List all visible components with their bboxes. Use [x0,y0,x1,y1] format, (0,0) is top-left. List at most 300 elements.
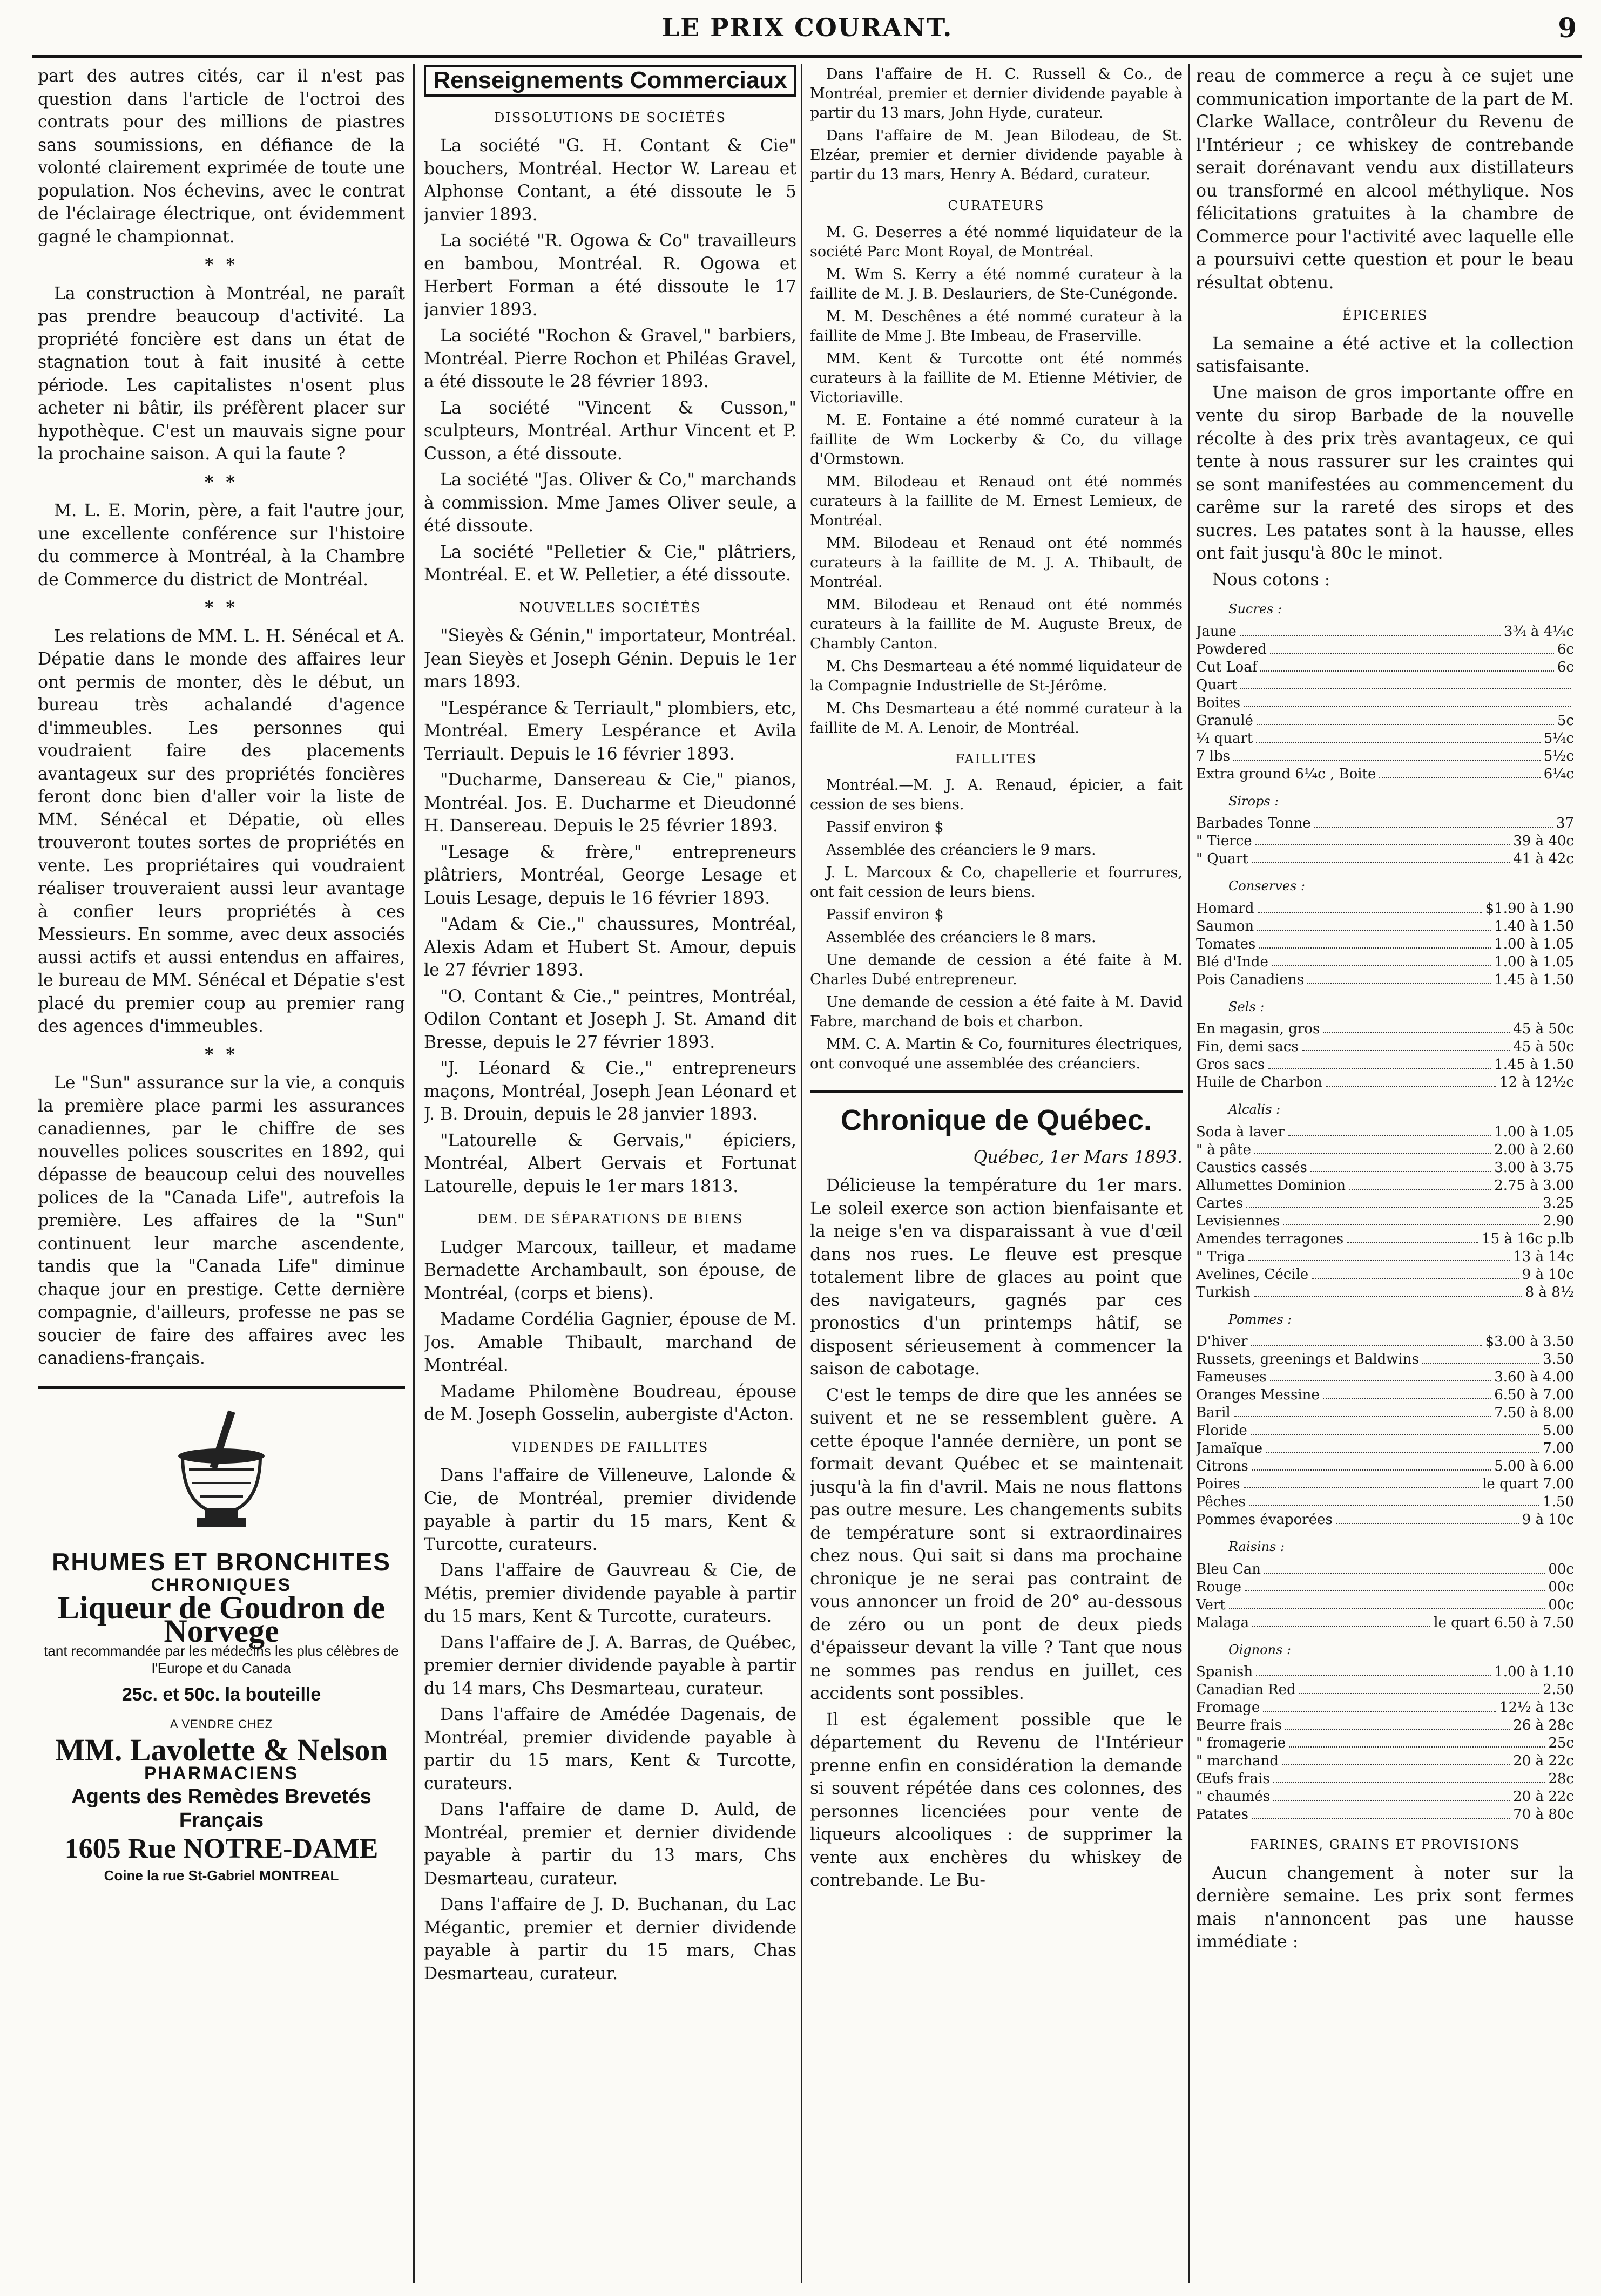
price-row [1196,730,1574,748]
price-row [1196,850,1574,868]
dot-leader [1258,900,1482,913]
page-number: 9 [1558,12,1577,44]
paragraph: Le "Sun" assurance sur la vie, a conquis la première place parmi les assurances canadiennes, par le chiffre de ses nouvelles polices souscrites en 1892, qui dépasse de beaucoup celui des nouvelles polices de la "Canada Life", autrefois la première. Les affaires de la "Sun" continuent leur marche ascendente, tandis que la "Canada Life" diminue chaque jour en prestige. Cette dernière compagnie, d'ailleurs, professe ne pas se soucier de faire des affaires avec les canadiens-français. [38,1073,405,1368]
notice: La société "Pelletier & Cie," plâtriers, Montréal. E. et W. Pelletier, a été dissoute. [424,542,796,585]
price-item-value: 5c [1557,712,1574,729]
price-item-name: Canadian Red [1196,1682,1296,1698]
price-item-value: le quart 7.00 [1482,1476,1574,1492]
column-1 [38,65,405,2284]
separator-stars: * * [205,598,238,618]
ad-sold-at: A VENDRE CHEZ [170,1717,273,1731]
section-heading: NOUVELLES SOCIÉTÉS [519,600,701,615]
masthead-title: LE PRIX COURANT. [661,13,953,42]
dot-leader [1252,850,1510,863]
price-item-name: Cut Loaf [1196,659,1258,675]
price-item-value: 3.25 [1543,1195,1574,1211]
price-row [1196,1248,1574,1266]
dot-leader [1252,1614,1430,1627]
section-heading: DISSOLUTIONS DE SOCIÉTÉS [494,110,726,125]
price-row [1196,1333,1574,1351]
price-item-value: 9 à 10c [1522,1266,1574,1283]
price-row [1196,1422,1574,1440]
price-item-value: 5½c [1543,748,1574,764]
price-row [1196,1074,1574,1092]
price-row [1196,1440,1574,1458]
price-category: Pommes : [1228,1311,1292,1327]
price-row [1196,1752,1574,1770]
dot-leader [1251,1333,1482,1346]
price-item-value: 6.50 à 7.00 [1494,1387,1574,1403]
price-row [1196,1123,1574,1141]
column-2 [424,65,796,2284]
dot-leader [1266,1440,1539,1453]
advertisement [38,1386,405,1887]
dot-leader [1347,1230,1478,1243]
price-row [1196,659,1574,676]
dot-leader [1256,1663,1491,1676]
price-item-name: Floride [1196,1423,1247,1439]
price-item-name: Turkish [1196,1284,1251,1301]
price-item-name: Malaga [1196,1614,1249,1631]
price-row [1196,1404,1574,1422]
price-item-name: Bleu Can [1196,1561,1261,1577]
price-item-value: 9 à 10c [1522,1512,1574,1528]
dot-leader [1254,1284,1522,1297]
section-heading: DEM. DE SÉPARATIONS DE BIENS [477,1211,744,1227]
dot-leader [1254,1141,1491,1154]
dot-leader [1349,1177,1491,1190]
price-item-name: Caustics cassés [1196,1159,1307,1176]
price-item-name: Huile de Charbon [1196,1074,1322,1091]
dot-leader [1244,694,1571,707]
notice: MM. Kent & Turcotte ont été nommés curateurs à la faillite de M. Etienne Métivier, de Victoriaville. [810,350,1183,406]
price-item-name: Blé d'Inde [1196,953,1268,970]
price-row [1196,1213,1574,1230]
price-item-value: 45 à 50c [1513,1039,1574,1055]
notice: La société "G. H. Contant & Cie" bouchers, Montréal. Hector W. Lareau et Alphonse Contant, a été dissoute le 5 janvier 1893. [424,136,796,225]
price-item-value: 13 à 14c [1513,1248,1574,1265]
price-item-value: 6c [1557,641,1574,658]
price-row [1196,1511,1574,1529]
notice: M. G. Deserres a été nommé liquidateur de la société Parc Mont Royal, de Montréal. [810,223,1183,260]
paragraph: C'est le temps de dire que les années se suivent et ne se ressemblent guère. A cette époque l'année dernière, un pont se formait devant Québec et se maintenait jusqu'à la fin d'avril. Mais ne nous flattons pas outre mesure. Les changements subits de température sont si extraordinaires chez nous. Qui sait si dans ma prochaine chronique je ne serai pas contraint de vous annoncer un froid de 20° au-dessous de zéro ou un pont de deux pieds d'épaisseur devant la ville ? Tant que nous ne sommes pas rendus en juillet, ces accidents sont possibles. [810,1385,1183,1703]
dateline: Québec, 1er Mars 1893. [973,1147,1183,1167]
price-item-name: Pois Canadiens [1196,971,1305,988]
dot-leader [1270,641,1554,654]
section-heading: VIDENDES DE FAILLITES [511,1439,709,1455]
price-item-value: 70 à 80c [1513,1806,1574,1823]
notice: La société "Vincent & Cusson," sculpteurs, Montréal. Arthur Vincent et P. Cusson, a été dissoute. [424,398,796,464]
price-row [1196,748,1574,766]
price-item-value: 8 à 8½ [1525,1284,1574,1301]
price-row [1196,1735,1574,1752]
notice: "O. Contant & Cie.," peintres, Montréal, Odilon Contant et Joseph J. St. Amand dit Bresse, depuis le 27 février 1893. [424,986,796,1052]
price-item-name: Homard [1196,900,1254,917]
price-row [1196,1038,1574,1056]
price-item-name: Amendes terragones [1196,1230,1344,1247]
dot-leader [1336,1511,1519,1524]
price-item-value: 15 à 16c p.lb [1482,1230,1574,1247]
price-item-value: 2.00 à 2.60 [1494,1141,1574,1158]
price-item-name: 7 lbs [1196,748,1231,764]
price-item-value: 1.00 à 1.05 [1494,936,1574,952]
dot-leader [1257,712,1554,725]
price-item-name: Powdered [1196,641,1267,658]
price-row [1196,1351,1574,1369]
dot-leader [1263,1699,1496,1712]
price-item-value: 39 à 40c [1513,833,1574,849]
price-item-name: Fameuses [1196,1369,1267,1385]
price-row [1196,1717,1574,1735]
notice: "Latourelle & Gervais," épiciers, Montréal, Albert Gervais et Fortunat Latourelle, depuis le 1er mars 1813. [424,1130,796,1196]
price-row [1196,815,1574,832]
price-item-value: 6¼c [1543,766,1574,782]
section-heading: FARINES, GRAINS ET PROVISIONS [1249,1837,1521,1852]
notice: Dans l'affaire de dame D. Auld, de Montréal, premier et dernier dividende payable à partir du 13 mars, Chs Desmarteau, curateur. [424,1800,796,1888]
ad-description: tant recommandée par les médecins les plus célèbres de l'Europe et du Canada [44,1643,399,1676]
price-item-value: 7.50 à 8.00 [1494,1405,1574,1421]
price-row [1196,900,1574,918]
price-item-name: Jamaïque [1196,1440,1263,1457]
price-category: Oignons : [1228,1642,1292,1657]
dot-leader [1252,1806,1510,1819]
notice: "Sieyès & Génin," importateur, Montréal. Jean Sieyès et Joseph Génin. Depuis le 1er mars 1893. [424,626,796,692]
dot-leader [1422,1351,1539,1364]
dot-leader [1272,953,1491,966]
dot-leader [1270,1369,1491,1381]
price-item-value: 45 à 50c [1513,1021,1574,1037]
price-item-name: Cartes [1196,1195,1244,1211]
price-item-name: Barbades Tonne [1196,815,1311,831]
price-category: Raisins : [1228,1539,1285,1554]
price-row [1196,953,1574,971]
notice: MM. Bilodeau et Renaud ont été nommés curateurs à la faillite de M. J. A. Thibault, de Montréal. [810,534,1183,591]
price-item-name: En magasin, gros [1196,1021,1320,1037]
dot-leader [1252,1458,1491,1471]
column-3 [810,65,1183,2284]
dot-leader [1312,1266,1518,1279]
price-item-name: Extra ground 6¼c , Boite [1196,766,1376,782]
price-row [1196,1770,1574,1788]
price-item-name: Levisiennes [1196,1213,1280,1229]
price-item-value: 1.45 à 1.50 [1494,971,1574,988]
dot-leader [1249,1493,1539,1506]
notice: Ludger Marcoux, tailleur, et madame Bernadette Archambault, son épouse, de Montréal, (corps et biens). [424,1237,796,1303]
price-item-value: $3.00 à 3.50 [1485,1333,1574,1350]
price-row [1196,1141,1574,1159]
notice: Dans l'affaire de M. Jean Bilodeau, de St. Elzéar, premier et dernier dividende payable à partir du 13 mars, Henry A. Bédard, curateur. [810,127,1183,183]
price-row [1196,1159,1574,1177]
notice: Passif environ $ [826,819,944,836]
dot-leader [1302,1038,1510,1051]
price-row [1196,1266,1574,1284]
price-item-name: Poires [1196,1476,1240,1492]
chronique-title: Chronique de Québec. [810,1090,1183,1132]
dot-leader [1248,1248,1510,1261]
price-item-name: Avelines, Cécile [1196,1266,1309,1283]
price-item-name: Rouge [1196,1579,1242,1595]
notice: La société "Rochon & Gravel," barbiers, Montréal. Pierre Rochon et Philéas Gravel, a été dissoute le 28 février 1893. [424,326,796,391]
price-item-value: 37 [1556,815,1574,831]
price-row [1196,1386,1574,1404]
separator-stars: * * [205,472,238,492]
price-list [1196,598,1574,1824]
price-item-value: 00c [1548,1596,1574,1613]
price-row [1196,1056,1574,1074]
price-item-name: Russets, greenings et Baldwins [1196,1351,1419,1367]
price-item-name: Granulé [1196,712,1253,729]
price-category: Sels : [1228,999,1265,1014]
notice: MM. C. A. Martin & Co, fournitures électriques, ont convoqué une assemblée des créanciers. [810,1036,1183,1072]
ad-seller-type: PHARMACIENS [144,1763,299,1784]
price-item-name: Beurre frais [1196,1717,1282,1733]
dot-leader [1233,748,1541,761]
price-row [1196,1020,1574,1038]
paragraph: La construction à Montréal, ne paraît pas prendre beaucoup d'activité. La propriété foncière est dans un état de stagnation tout à fait inusité à cette période. Les capitalistes n'osent plus acheter ni bâtir, ils préfèrent placer sur hypothèque. C'est un mauvais signe pour la prochaine saison. A qui la faute ? [38,283,405,464]
column-rule [413,64,415,2283]
price-item-value: 20 à 22c [1513,1753,1574,1769]
price-item-name: " à pâte [1196,1141,1251,1158]
dot-leader [1259,936,1491,949]
price-item-name: Gros sacs [1196,1056,1265,1073]
price-item-name: Pêches [1196,1494,1246,1510]
dot-leader [1307,971,1491,984]
price-row [1196,676,1574,694]
dot-leader [1255,832,1510,845]
section-title: Renseignements Commerciaux [424,65,796,97]
mortar-pestle-icon [167,1405,275,1534]
price-item-value: 1.45 à 1.50 [1494,1056,1574,1073]
price-item-name: " Quart [1196,851,1248,867]
price-row [1196,1369,1574,1386]
price-category: Alcalis : [1228,1102,1281,1117]
dot-leader [1244,1475,1480,1488]
price-item-name: " fromagerie [1196,1735,1286,1751]
dot-leader [1234,1404,1491,1417]
price-item-value: le quart 6.50 à 7.50 [1434,1614,1574,1631]
price-item-value: 5¼c [1543,730,1574,747]
notice: La société "R. Ogowa & Co" travailleurs en bambou, Montréal. R. Ogowa et Herbert Forman a été dissoute le 17 janvier 1893. [424,231,796,320]
dot-leader [1260,659,1553,672]
ad-product-name: Liqueur de Goudron de Norvege [57,1590,386,1649]
paragraph: Nous cotons : [1212,570,1330,590]
notice: Dans l'affaire de J. D. Buchanan, du Lac Mégantic, premier et dernier dividende payable à partir du 15 mars, Chas Desmarteau, curateur. [424,1895,796,1983]
price-item-value: 2.75 à 3.00 [1494,1177,1574,1194]
price-row [1196,1806,1574,1824]
ad-subheadline: CHRONIQUES [151,1574,292,1595]
section-heading: CURATEURS [948,198,1045,213]
price-row [1196,1561,1574,1579]
price-item-name: Boites [1196,694,1241,711]
price-row [1196,936,1574,953]
price-item-name: Citrons [1196,1458,1248,1474]
price-item-value: 00c [1548,1561,1574,1577]
price-item-name: Fromage [1196,1699,1260,1716]
notice: M. Chs Desmarteau a été nommé curateur à la faillite de M. A. Lenoir, de Montréal. [810,700,1183,736]
price-item-value: 1.00 à 1.05 [1494,1123,1574,1140]
dot-leader [1268,1056,1491,1069]
price-item-name: " chaumés [1196,1789,1271,1805]
price-item-value: 7.00 [1543,1440,1574,1457]
notice: Assemblée des créanciers le 9 mars. [826,842,1096,858]
price-row [1196,918,1574,936]
price-item-name: " marchand [1196,1753,1279,1769]
notice: "J. Léonard & Cie.," entrepreneurs maçons, Montréal, Joseph Jean Léonard et J. B. Drouin, depuis le 28 janvier 1893. [424,1059,796,1124]
price-item-name: Vert [1196,1596,1226,1613]
price-row [1196,1284,1574,1302]
price-row [1196,1458,1574,1475]
ad-seller: MM. Lavolette & Nelson [55,1732,388,1767]
notice: La société "Jas. Oliver & Co," marchands à commission. Mme James Oliver seule, a été dissoute. [424,470,796,536]
notice: Passif environ $ [826,906,944,923]
dot-leader [1245,1579,1545,1591]
dot-leader [1251,1422,1539,1435]
price-item-name: Soda à laver [1196,1123,1285,1140]
price-item-value: 5.00 à 6.00 [1494,1458,1574,1474]
paragraph: Délicieuse la température du 1er mars. Le soleil exerce son action bienfaisante et la neige s'en va disparaissant à vue d'œil dans nos rues. Le fleuve est presque totalement libre de glaces au point que des navigateurs, gagnés par ces pronostics d'un printemps hâtif, se disposent sérieusement à commencer la saison de cabotage. [810,1176,1183,1379]
price-row [1196,1195,1574,1213]
price-item-value: 41 à 42c [1513,851,1574,867]
notice: "Lesage & frère," entrepreneurs plâtriers, Montréal, George Lesage et Louis Lesage, depuis le 16 février 1893. [424,842,796,908]
price-item-name: Oranges Messine [1196,1387,1320,1403]
price-row [1196,1475,1574,1493]
notice: Une demande de cession a été faite à M. Charles Dubé entrepreneur. [810,952,1183,988]
notice: MM. Bilodeau et Renaud ont été nommés curateurs à la faillite de M. Auguste Breux, de Chambly Canton. [810,596,1183,652]
notice: Assemblée des créanciers le 8 mars. [826,929,1096,946]
notice: M. M. Deschênes a été nommé curateur à la faillite de Mme J. Bte Imbeau, de Fraserville. [810,308,1183,344]
paragraph: La semaine a été active et la collection satisfaisante. [1196,334,1574,376]
dot-leader [1282,1752,1510,1765]
price-row [1196,623,1574,641]
notice: M. Chs Desmarteau a été nommé liquidateur de la Compagnie Industrielle de St-Jérôme. [810,658,1183,694]
price-row [1196,1579,1574,1596]
notice: "Lespérance & Terriault," plombiers, etc, Montréal. Emery Lespérance et Avila Terriault. Depuis le 16 février 1893. [424,698,796,764]
paragraph: Les relations de MM. L. H. Sénécal et A. Dépatie dans le monde des affaires leur ont permis de monter, dès le début, un bureau très achalandé d'agence d'immeubles. Les personnes qui voudraient faire des placements avantageux sur des propriétés foncières feront donc bien d'aller voir la liste de MM. Sénécal et Dépatie, où elles trouveront toutes sortes de propriétés en vente. Les propriétaires qui voudraient réaliser trouveraient aussi leur avantage à confier leurs propriétés à ces Messieurs. En somme, avec deux associés aussi actifs et aussi entendus en affaires, le bureau de MM. Sénécal et Dépatie s'est placé du premier coup au premier rang des agences d'immeubles. [38,626,405,1036]
price-item-name: Jaune [1196,623,1237,640]
price-item-value: 00c [1548,1579,1574,1595]
ad-agents: Agents des Remèdes Brevetés Français [71,1785,371,1832]
paragraph: Une maison de gros importante offre en vente du sirop Barbade de la nouvelle récolte à des prix très avantageux, ce qui tente à nous rassurer sur les craintes qui se sont manifestées au commencement du carême sur la rareté des sirops et des sucres. Les patates sont à la hausse, elles ont fait jusqu'à 80c le minot. [1196,383,1574,563]
price-row [1196,1177,1574,1195]
price-item-name: " Triga [1196,1248,1245,1265]
price-row [1196,1493,1574,1511]
price-item-name: Fin, demi sacs [1196,1039,1299,1055]
price-item-name: Œufs frais [1196,1771,1270,1787]
paragraph: reau de commerce a reçu à ce sujet une communication importante de la part de M. Clarke Wallace, contrôleur du Revenu de l'Intérieur ; ce whiskey de contrebande serait dorénavant vendu aux distillateurs ou transformé en alcool méthylique. Nos félicitations gratuites à la chambre de Commerce pour l'activité avec laquelle elle a poursuivi cette question et pour le beau résultat obtenu. [1196,66,1574,293]
price-item-value: 2.50 [1543,1682,1574,1698]
dot-leader [1229,1596,1545,1609]
ad-address: 1605 Rue NOTRE-DAME [64,1833,379,1864]
column-rule [801,64,802,2283]
price-item-value: 1.00 à 1.10 [1494,1664,1574,1680]
dot-leader [1310,1159,1491,1172]
price-row [1196,1699,1574,1717]
notice: Dans l'affaire de Gauvreau & Cie, de Métis, premier dividende payable à partir du 15 mars, Kent & Turcotte, curateurs. [424,1561,796,1626]
dot-leader [1288,1123,1491,1136]
dot-leader [1326,1074,1496,1087]
dot-leader [1256,730,1540,743]
ad-address-detail: Coine la rue St-Gabriel MONTREAL [104,1867,339,1884]
price-item-value: 1.50 [1543,1494,1574,1510]
price-item-name: Quart [1196,676,1238,693]
price-item-value: 3.50 [1543,1351,1574,1367]
notice: Montréal.—M. J. A. Renaud, épicier, a fait cession de ses biens. [810,777,1183,813]
notice: "Ducharme, Dansereau & Cie," pianos, Montréal. Jos. E. Ducharme et Dieudonné H. Dansereau. Depuis le 25 février 1893. [424,770,796,836]
dot-leader [1257,918,1491,931]
price-item-name: ¼ quart [1196,730,1253,747]
price-item-name: Saumon [1196,918,1254,934]
price-row [1196,832,1574,850]
price-item-value: 3.00 à 3.75 [1494,1159,1574,1176]
notice: Une demande de cession a été faite à M. David Fabre, marchand de bois et charbon. [810,994,1183,1030]
ad-price: 25c. et 50c. la bouteille [121,1684,321,1705]
price-item-value: 1.40 à 1.50 [1494,918,1574,934]
section-heading: ÉPICERIES [1342,308,1428,323]
dot-leader [1283,1213,1539,1225]
price-row [1196,1596,1574,1614]
notice: "Adam & Cie.," chaussures, Montréal, Alexis Adam et Hubert St. Amour, depuis le 27 février 1893. [424,915,796,980]
paragraph: part des autres cités, car il n'est pas question dans l'article de l'octroi des contrats pour des millions de piastres sans soumissions, en défiance de la volonté clairement exprimée de toute une population. Nos échevins, avec le contrat de l'éclairage électrique, ont évidemment gagné le championnat. [38,66,405,247]
price-item-value: 5.00 [1543,1423,1574,1439]
price-item-value: $1.90 à 1.90 [1485,900,1574,917]
dot-leader [1289,1735,1545,1748]
section-heading: FAILLITES [955,751,1037,767]
paragraph: M. L. E. Morin, père, a fait l'autre jour, une excellente conférence sur l'histoire du commerce à Montréal, à la Chambre de Commerce du district de Montréal. [38,501,405,590]
price-item-value: 6c [1557,659,1574,675]
dot-leader [1273,1770,1545,1783]
dot-leader [1273,1788,1510,1801]
dot-leader [1299,1681,1539,1694]
notice: M. Wm S. Kerry a été nommé curateur à la faillite de M. J. B. Deslauriers, de Ste-Cunégonde. [810,266,1183,302]
price-row [1196,766,1574,783]
price-row [1196,1663,1574,1681]
price-row [1196,1681,1574,1699]
price-row [1196,971,1574,989]
price-row [1196,641,1574,659]
notice: Dans l'affaire de Villeneuve, Lalonde & Cie, de Montréal, premier dividende payable à partir du 15 mars, Kent & Turcotte, curateurs. [424,1466,796,1554]
price-item-name: Patates [1196,1806,1248,1823]
price-item-value: 25c [1548,1735,1574,1751]
ad-headline: RHUMES ET BRONCHITES [52,1548,391,1576]
notice: Madame Cordélia Gagnier, épouse de M. Jos. Amable Thibault, marchand de Montréal. [424,1310,796,1375]
separator-stars: * * [205,1044,238,1065]
price-item-value: 12½ à 13c [1499,1699,1574,1716]
separator-stars: * * [205,255,238,275]
price-item-name: Allumettes Dominion [1196,1177,1346,1194]
page-header [32,12,1582,58]
dot-leader [1264,1561,1545,1574]
notice: MM. Bilodeau et Renaud ont été nommés curateurs à la faillite de M. Ernest Lemieux, de Montréal. [810,473,1183,529]
price-row [1196,1788,1574,1806]
price-category: Sirops : [1228,793,1279,809]
notice: Dans l'affaire de H. C. Russell & Co., de Montréal, premier et dernier dividende payable à partir du 13 mars, John Hyde, curateur. [810,66,1183,121]
notice: M. E. Fontaine a été nommé curateur à la faillite de Wm Lockerby & Co, du village d'Ormstown. [810,411,1183,468]
price-item-value: 1.00 à 1.05 [1494,953,1574,970]
price-item-name: Spanish [1196,1664,1253,1680]
price-item-value: 3.60 à 4.00 [1494,1369,1574,1385]
price-row [1196,1614,1574,1632]
column-rule [1188,64,1190,2283]
dot-leader [1246,1195,1539,1208]
notice: Madame Philomène Boudreau, épouse de M. Joseph Gosselin, aubergiste d'Acton. [424,1381,796,1424]
dot-leader [1379,766,1540,778]
price-item-name: D'hiver [1196,1333,1248,1350]
notice: Dans l'affaire de J. A. Barras, de Québec, premier dernier dividende payable à partir du 14 mars, Chs Desmarteau, curateur. [424,1633,796,1698]
price-item-name: Pommes évaporées [1196,1512,1333,1528]
price-item-value: 20 à 22c [1513,1789,1574,1805]
price-item-value: 26 à 28c [1513,1717,1574,1733]
price-row [1196,712,1574,730]
